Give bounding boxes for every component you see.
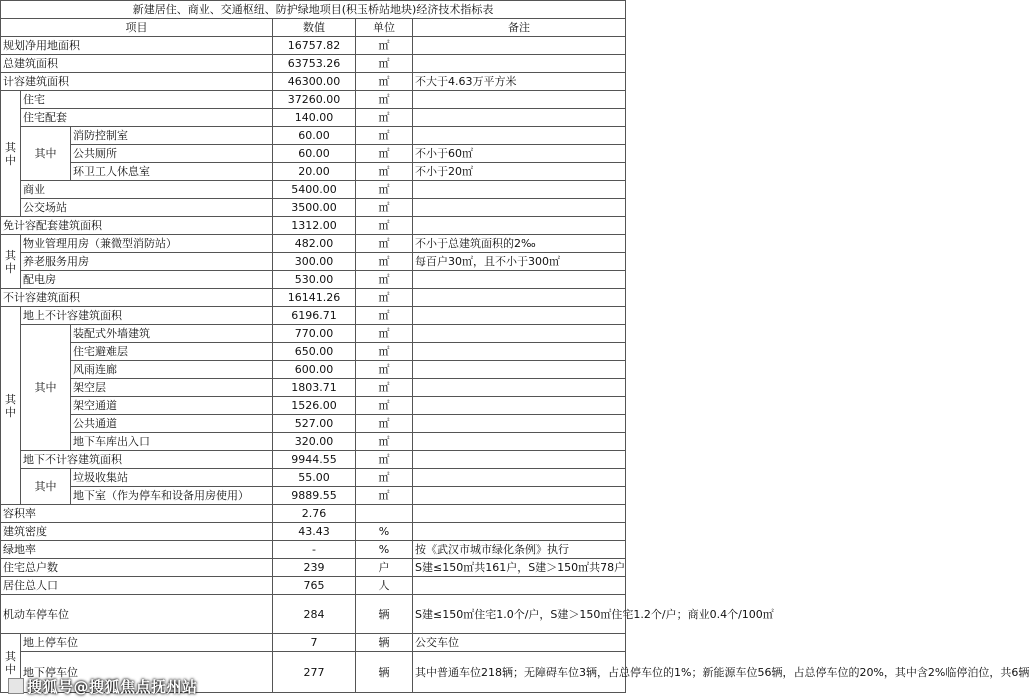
- table-row: [1, 343, 626, 361]
- row-note: [413, 415, 626, 433]
- row-value: 770.00: [273, 325, 356, 343]
- row-unit: ㎡: [356, 91, 413, 109]
- row-note: 不小于总建筑面积的2‰: [413, 235, 626, 253]
- row-value: -: [273, 541, 356, 559]
- table-title-row: [1, 1, 626, 19]
- table-row: [1, 253, 626, 271]
- row-unit: 人: [356, 577, 413, 595]
- row-item: 公共通道: [71, 415, 273, 433]
- row-unit: ㎡: [356, 379, 413, 397]
- row-unit: ㎡: [356, 217, 413, 235]
- header-value: 数值: [273, 19, 356, 37]
- table-row: [1, 271, 626, 289]
- row-item: 商业: [21, 181, 273, 199]
- row-note: [413, 307, 626, 325]
- row-value: 320.00: [273, 433, 356, 451]
- row-note: [413, 361, 626, 379]
- qizhong-label: 其 中: [1, 235, 21, 289]
- row-value: 1526.00: [273, 397, 356, 415]
- row-item: 地下室（作为停车和设备用房使用）: [71, 487, 273, 505]
- row-note: [413, 487, 626, 505]
- row-note: 不小于20㎡: [413, 163, 626, 181]
- table-row: [1, 523, 626, 541]
- row-item: 居住总人口: [1, 577, 273, 595]
- row-item: 公共厕所: [71, 145, 273, 163]
- row-unit: ㎡: [356, 73, 413, 91]
- row-item: 免计容配套建筑面积: [1, 217, 273, 235]
- row-item: 垃圾收集站: [71, 469, 273, 487]
- table-row: [1, 397, 626, 415]
- table-row: [1, 109, 626, 127]
- row-note: [413, 217, 626, 235]
- table-row: [1, 91, 626, 109]
- qizhong-sublabel: 其中: [21, 127, 71, 181]
- row-unit: ㎡: [356, 163, 413, 181]
- row-unit: ㎡: [356, 37, 413, 55]
- row-item: 建筑密度: [1, 523, 273, 541]
- watermark-logo-icon: [8, 678, 24, 694]
- row-unit: ㎡: [356, 181, 413, 199]
- row-value: 46300.00: [273, 73, 356, 91]
- table-row: [1, 307, 626, 325]
- row-note: [413, 397, 626, 415]
- table-row: [1, 199, 626, 217]
- row-unit: ㎡: [356, 271, 413, 289]
- row-value: 1803.71: [273, 379, 356, 397]
- row-item: 公交场站: [21, 199, 273, 217]
- row-unit: %: [356, 523, 413, 541]
- row-value: 16141.26: [273, 289, 356, 307]
- row-value: 600.00: [273, 361, 356, 379]
- row-note: [413, 55, 626, 73]
- row-note: [413, 199, 626, 217]
- table-row: [1, 415, 626, 433]
- table-row: [1, 361, 626, 379]
- row-item: 容积率: [1, 505, 273, 523]
- row-note: [413, 433, 626, 451]
- table-row: [1, 487, 626, 505]
- row-note: [413, 325, 626, 343]
- row-note: [413, 127, 626, 145]
- row-unit: ㎡: [356, 325, 413, 343]
- header-row: [1, 19, 626, 37]
- row-item: 物业管理用房（兼微型消防站）: [21, 235, 273, 253]
- row-unit: 辆: [356, 652, 413, 693]
- row-note: [413, 289, 626, 307]
- row-unit: ㎡: [356, 109, 413, 127]
- row-note: [413, 181, 626, 199]
- table-row: [1, 433, 626, 451]
- table-row: [1, 235, 626, 253]
- row-note: [413, 271, 626, 289]
- row-value: 140.00: [273, 109, 356, 127]
- row-value: 6196.71: [273, 307, 356, 325]
- row-value: 650.00: [273, 343, 356, 361]
- row-note: 不大于4.63万平方米: [413, 73, 626, 91]
- row-item: 地上不计容建筑面积: [21, 307, 273, 325]
- row-value: 9889.55: [273, 487, 356, 505]
- row-item: 地下不计容建筑面积: [21, 451, 273, 469]
- table-row: [1, 127, 626, 145]
- table-row: [1, 577, 626, 595]
- row-value: 5400.00: [273, 181, 356, 199]
- row-item: 计容建筑面积: [1, 73, 273, 91]
- row-value: 277: [273, 652, 356, 693]
- row-value: 482.00: [273, 235, 356, 253]
- row-item: 不计容建筑面积: [1, 289, 273, 307]
- header-note: 备注: [413, 19, 626, 37]
- row-value: 55.00: [273, 469, 356, 487]
- row-unit: 辆: [356, 595, 413, 634]
- watermark: [8, 676, 198, 697]
- row-note: [413, 109, 626, 127]
- row-unit: %: [356, 541, 413, 559]
- table-row: [1, 505, 626, 523]
- row-value: 20.00: [273, 163, 356, 181]
- row-value: 9944.55: [273, 451, 356, 469]
- row-unit: ㎡: [356, 397, 413, 415]
- row-unit: ㎡: [356, 307, 413, 325]
- row-note: [413, 505, 626, 523]
- table-row: [1, 634, 626, 652]
- qizhong-label: 其 中: [1, 307, 21, 505]
- row-item: 住宅避难层: [71, 343, 273, 361]
- row-item: 养老服务用房: [21, 253, 273, 271]
- row-unit: ㎡: [356, 199, 413, 217]
- row-note: [413, 379, 626, 397]
- table-row: [1, 145, 626, 163]
- row-item: 环卫工人休息室: [71, 163, 273, 181]
- row-item: 住宅配套: [21, 109, 273, 127]
- row-note: [413, 91, 626, 109]
- row-unit: [356, 505, 413, 523]
- row-value: 2.76: [273, 505, 356, 523]
- row-item: 规划净用地面积: [1, 37, 273, 55]
- row-unit: ㎡: [356, 487, 413, 505]
- row-unit: ㎡: [356, 253, 413, 271]
- row-value: 16757.82: [273, 37, 356, 55]
- row-value: 284: [273, 595, 356, 634]
- row-value: 37260.00: [273, 91, 356, 109]
- row-note: 公交车位: [413, 634, 626, 652]
- row-unit: ㎡: [356, 469, 413, 487]
- table-row: [1, 163, 626, 181]
- row-item: 住宅总户数: [1, 559, 273, 577]
- row-unit: ㎡: [356, 235, 413, 253]
- row-value: 300.00: [273, 253, 356, 271]
- row-value: 527.00: [273, 415, 356, 433]
- row-value: 530.00: [273, 271, 356, 289]
- row-value: 63753.26: [273, 55, 356, 73]
- row-item: 消防控制室: [71, 127, 273, 145]
- row-value: 765: [273, 577, 356, 595]
- table-row: [1, 73, 626, 91]
- row-note: 其中普通车位218辆；无障碍车位3辆，占总停车位的1%；新能源车位56辆，占总停车位的20%，其中含2%临停泊位，共6辆: [413, 652, 626, 693]
- row-note: [413, 451, 626, 469]
- row-unit: ㎡: [356, 433, 413, 451]
- row-item: 风雨连廊: [71, 361, 273, 379]
- row-note: [413, 523, 626, 541]
- table-row: [1, 37, 626, 55]
- qizhong-sublabel: 其中: [21, 325, 71, 451]
- row-item: 装配式外墙建筑: [71, 325, 273, 343]
- row-item: 总建筑面积: [1, 55, 273, 73]
- row-item: 地下车库出入口: [71, 433, 273, 451]
- table-row: [1, 289, 626, 307]
- row-unit: ㎡: [356, 127, 413, 145]
- table-row: [1, 217, 626, 235]
- row-unit: ㎡: [356, 55, 413, 73]
- table-title: 新建居住、商业、交通枢纽、防护绿地项目(积玉桥站地块)经济技术指标表: [1, 1, 626, 19]
- row-item: 住宅: [21, 91, 273, 109]
- row-unit: ㎡: [356, 361, 413, 379]
- row-value: 60.00: [273, 127, 356, 145]
- row-note: [413, 37, 626, 55]
- row-unit: ㎡: [356, 343, 413, 361]
- row-value: 7: [273, 634, 356, 652]
- row-item: 绿地率: [1, 541, 273, 559]
- row-note: [413, 343, 626, 361]
- table-row: [1, 469, 626, 487]
- qizhong-sublabel: 其中: [21, 469, 71, 505]
- row-unit: ㎡: [356, 415, 413, 433]
- row-unit: ㎡: [356, 145, 413, 163]
- row-note: 不小于60㎡: [413, 145, 626, 163]
- row-value: 43.43: [273, 523, 356, 541]
- header-item: 项目: [1, 19, 273, 37]
- row-value: 3500.00: [273, 199, 356, 217]
- row-unit: ㎡: [356, 451, 413, 469]
- row-item: 架空通道: [71, 397, 273, 415]
- row-item: 地上停车位: [21, 634, 273, 652]
- row-note: S建≤150㎡共161户，S建＞150㎡共78户: [413, 559, 626, 577]
- watermark-text: 搜狐号@搜狐焦点抚州站: [27, 678, 198, 696]
- row-item: 架空层: [71, 379, 273, 397]
- table-row: [1, 559, 626, 577]
- qizhong-label: 其 中: [1, 634, 21, 693]
- table-row: [1, 595, 626, 634]
- table-row: [1, 451, 626, 469]
- table-row: [1, 325, 626, 343]
- row-item: 配电房: [21, 271, 273, 289]
- row-item: 机动车停车位: [1, 595, 273, 634]
- row-unit: ㎡: [356, 289, 413, 307]
- row-note: S建≤150㎡住宅1.0个/户，S建＞150㎡住宅1.2个/户；商业0.4个/100㎡: [413, 595, 626, 634]
- table-row: [1, 541, 626, 559]
- row-value: 239: [273, 559, 356, 577]
- row-item: 地下停车位: [21, 652, 273, 693]
- header-unit: 单位: [356, 19, 413, 37]
- table-row: [1, 181, 626, 199]
- table-row: [1, 379, 626, 397]
- row-value: 60.00: [273, 145, 356, 163]
- row-unit: 辆: [356, 634, 413, 652]
- row-note: [413, 577, 626, 595]
- qizhong-label: 其 中: [1, 91, 21, 217]
- row-note: 每百户30㎡，且不小于300㎡: [413, 253, 626, 271]
- table-row: [1, 55, 626, 73]
- row-unit: 户: [356, 559, 413, 577]
- row-value: 1312.00: [273, 217, 356, 235]
- row-note: [413, 469, 626, 487]
- row-note: 按《武汉市城市绿化条例》执行: [413, 541, 626, 559]
